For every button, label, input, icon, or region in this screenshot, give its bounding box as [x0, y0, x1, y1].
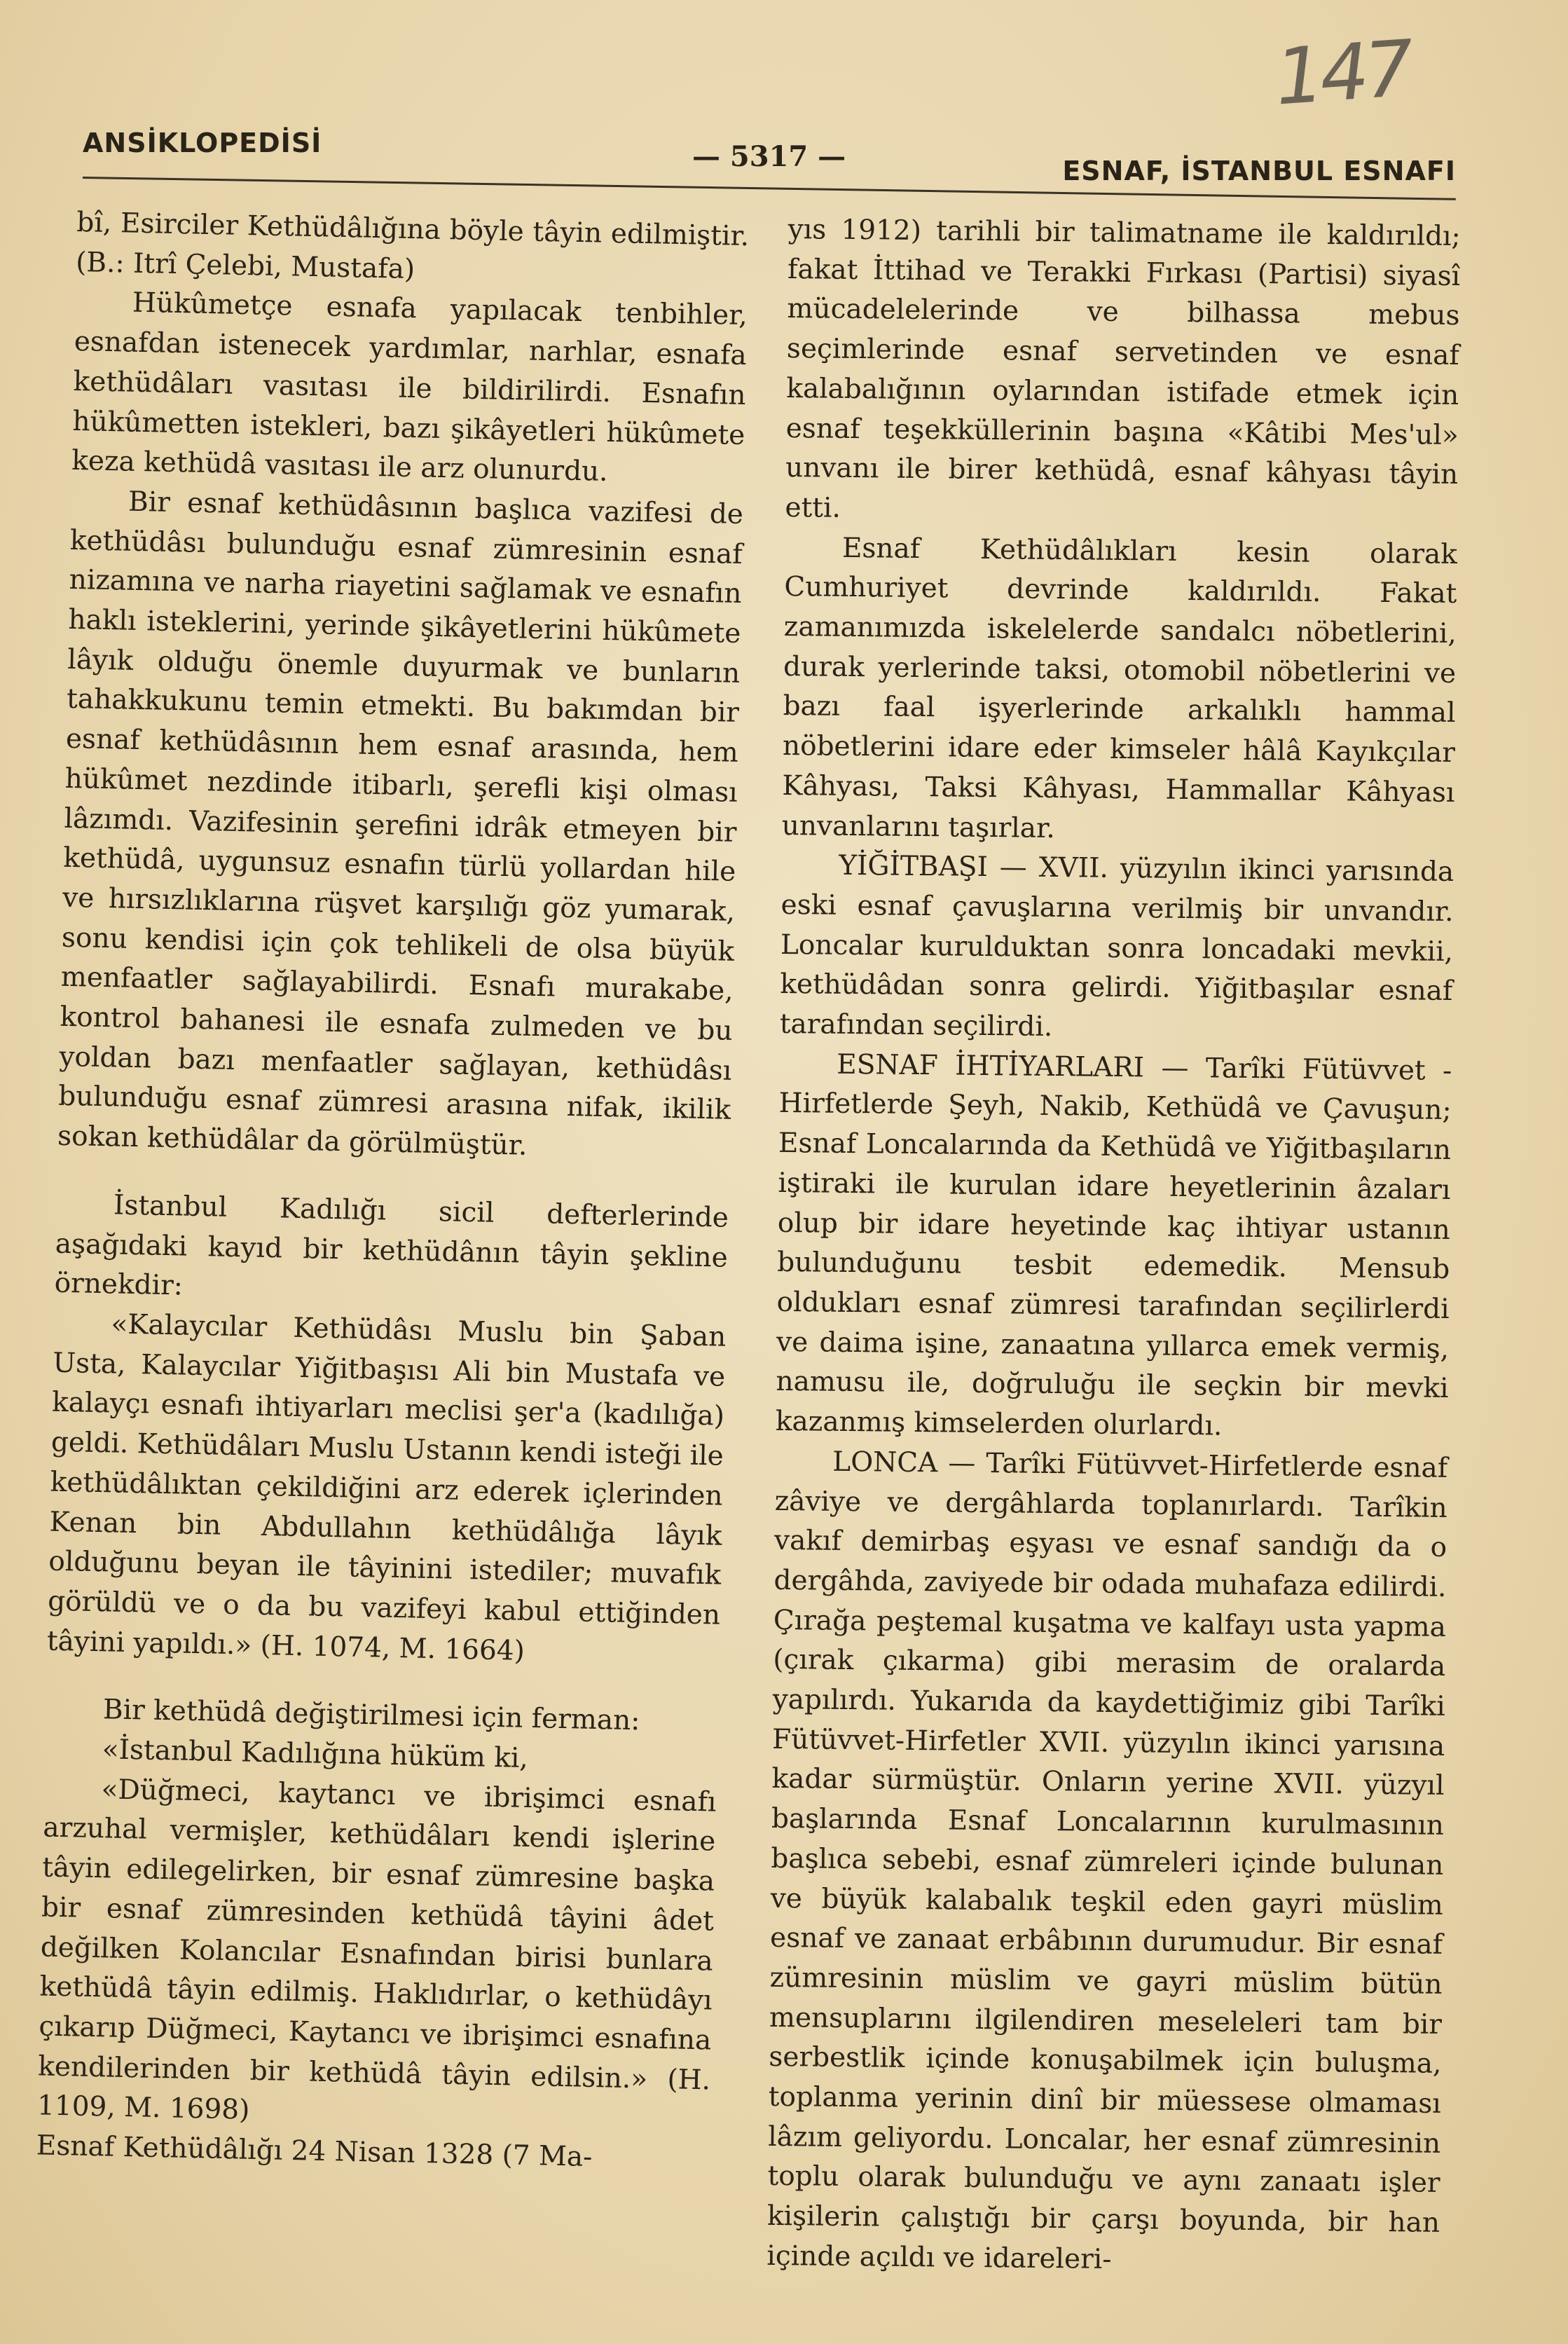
paragraph: Bir kethüdâ değiştirilmesi için ferman:: [102, 1694, 640, 1737]
paragraph: Esnaf Kethüdâlığı 24 Nisan 1328 (7 Ma-: [36, 2130, 593, 2174]
header-left-title: ANSİKLOPEDİSİ: [83, 128, 322, 158]
paragraph: bî, Esirciler Kethüdâlığına böyle tâyin edilmiştir. (B.: Itrî Çelebi, Mustafa): [75, 206, 750, 285]
paragraph: Hükûmetçe esnafa yapılacak tenbihler, esnafdan istenecek yardımlar, narhlar, esnafa kethüdâları vasıtası ile bildirilirdi. Esnafın hükûmetten istekleri, bazı şikâyetleri hükûmete keza kethüdâ vasıtası ile arz olunurdu.: [71, 287, 748, 488]
paragraph: Esnaf Kethüdâlıkları kesin olarak Cumhuriyet devrinde kaldırıldı. Fakat zamanımızda iskelelerde sandalcı nöbetlerini, durak yerlerinde taksi, otomobil nöbetlerini ve bazı faal işyerlerinde arkalıklı hammal nöbetlerini idare eder kimseler hâlâ Kayıkçılar Kâhyası, Taksi Kâhyası, Hammallar Kâhyası unvanlarını taşırlar.: [781, 532, 1458, 844]
quote-paragraph: «Düğmeci, kaytancı ve ibrişimci esnafı arzuhal vermişler, kethüdâları kendi işlerine tâyin edilegelirken, bir esnaf zümresine başka bir esnaf zümresinden kethüdâ tâyini âdet değilken Kolancılar Esnafından birisi bunlara kethüdâ tâyin edilmiş. Haklıdırlar, o kethüdâyı çıkarıp Düğmeci, Kaytancı ve ibrişimci esnafına kendilerinden bir kethüdâ tâyin edilsin.» (H. 1109, M. 1698): [36, 1773, 717, 2127]
handwritten-page-number: 147: [1272, 23, 1413, 123]
left-column: [36, 203, 749, 2180]
header-right-title: ESNAF, İSTANBUL ESNAFI: [1062, 156, 1456, 186]
entry-yigitbasi: YİĞİTBAŞI — XVII. yüzyılın ikinci yarısında eski esnaf çavuşlarına verilmiş bir unvandır. Loncalar kurulduktan sonra loncadaki mevkii, kethüdâdan sonra gelirdi. Yiğitbaşılar esnaf tarafından seçilirdi.: [779, 850, 1454, 1043]
running-header: [83, 112, 1456, 196]
paragraph: İstanbul Kadılığı sicil defterlerinde aşağıdaki kayıd bir kethüdânın tâyin şekline örnekdir:: [54, 1189, 729, 1302]
right-column: [766, 210, 1461, 2283]
quote-paragraph: «İstanbul Kadılığına hüküm ki,: [102, 1734, 529, 1774]
entry-lonca: LONCA — Tarîki Fütüvvet-Hirfetlerde esnaf zâviye ve dergâhlarda toplanırlardı. Tarîkin vakıf demirbaş eşyası ve esnaf sandığı da o dergâhda, zaviyede bir odada muhafaza edilirdi. Çırağa peştemal kuşatma ve kalfayı usta yapma (çırak çıkarma) gibi merasim de oralarda yapılırdı. Yukarıda da kaydettiğimiz gibi Tarîki Fütüvvet-Hirfetler XVII. yüzyılın ikinci yarısına kadar sürmüştür. Onların yerine XVII. yüzyıl başlarında Esnaf Loncalarının kurulmasının başlıca sebebi, esnaf zümreleri içinde bulunan ve büyük kalabalık teşkil eden gayri müslim esnaf ve zanaat erbâbının durumudur. Bir esnaf zümresinin müslim ve gayri müslim bütün mensuplarını ilgilendiren meseleleri tam bir serbestlik içinde konuşabilmek için buluşma, toplanma yerinin dinî bir müessese olmaması lâzım geliyordu. Loncalar, her esnaf zümresinin toplu olarak bulunduğu ve aynı zanaatı işler kişilerin çalıştığı bir çarşı boyunda, bir han içinde açıldı ve idareleri-: [766, 1446, 1448, 2275]
paragraph: Bir esnaf kethüdâsının başlıca vazifesi de kethüdâsı bulunduğu esnaf zümresinin esnaf nizamına ve narha riayetini sağlamak ve esnafın haklı isteklerini, yerinde şikâyetlerini hükûmete lâyık olduğu önemle duyurmak ve bunların tahakkukunu temin etmekti. Bu bakımdan bir esnaf kethüdâsının hem esnaf arasında, hem hükûmet nezdinde itibarlı, şerefli kişi olması lâzımdı. Vazifesinin şerefini idrâk etmeyen bir kethüdâ, uygunsuz esnafın türlü yollardan hile ve hırsızlıklarına rüşvet karşılığı göz yumarak, sonu kendisi için çok tehlikeli de olsa büyük menfaatler sağlayabilirdi. Esnafı murakabe, kontrol bahanesi ile esnafa zulmeden ve bu yoldan bazı menfaatler sağlayan, kethüdâsı bulunduğu esnaf zümresi arasına nifak, ikilik sokan kethüdâlar da görülmüştür.: [57, 486, 744, 1162]
quote-paragraph: «Kalaycılar Kethüdâsı Muslu bin Şaban Usta, Kalaycılar Yiğitbaşısı Ali bin Mustafa ve kalayçı esnafı ihtiyarları meclisi şer'a (kadılığa) geldi. Kethüdâları Muslu Ustanın kendi isteği ile kethüdâlıktan çekildiğini arz ederek içlerinden Kenan bin Abdullahın kethüdâlığa lâyık olduğunu beyan ile tâyinini istediler; muvafık görüldü ve o da bu vazifeyi kabul ettiğinden tâyini yapıldı.» (H. 1074, M. 1664): [46, 1308, 727, 1667]
paragraph: yıs 1912) tarihli bir talimatname ile kaldırıldı; fakat İttihad ve Terakki Fırkası (Partisi) siyasî mücadelelerinde ve bilhassa mebus seçimlerinde esnaf servetinden ve esnaf kalabalığının oylarından istifade etmek için esnaf teşekküllerinin başına «Kâtibi Mes'ul» unvanı ile birer kethüdâ, esnaf kâhyası tâyin etti.: [785, 213, 1461, 524]
entry-esnaf-ihtiyarlari: ESNAF İHTİYARLARI — Tarîki Fütüvvet - Hirfetlerde Şeyh, Nakib, Kethüdâ ve Çavuşun; Esnaf Loncalarında da Kethüdâ ve Yiğitbaşıların iştiraki ile kurulan idare heyetlerinin âzaları olup bir idare heyetinde kaç ihtiyar ustanın bulunduğunu tesbit edemedik. Mensub oldukları esnaf zümresi tarafından seçilirlerdi ve daima işine, zanaatına yıllarca emek vermiş, namusu ile, doğruluğu ile seçkin bir mevki kazanmış kimselerden olurlardı.: [775, 1048, 1452, 1442]
page-number: — 5317 —: [692, 140, 846, 173]
